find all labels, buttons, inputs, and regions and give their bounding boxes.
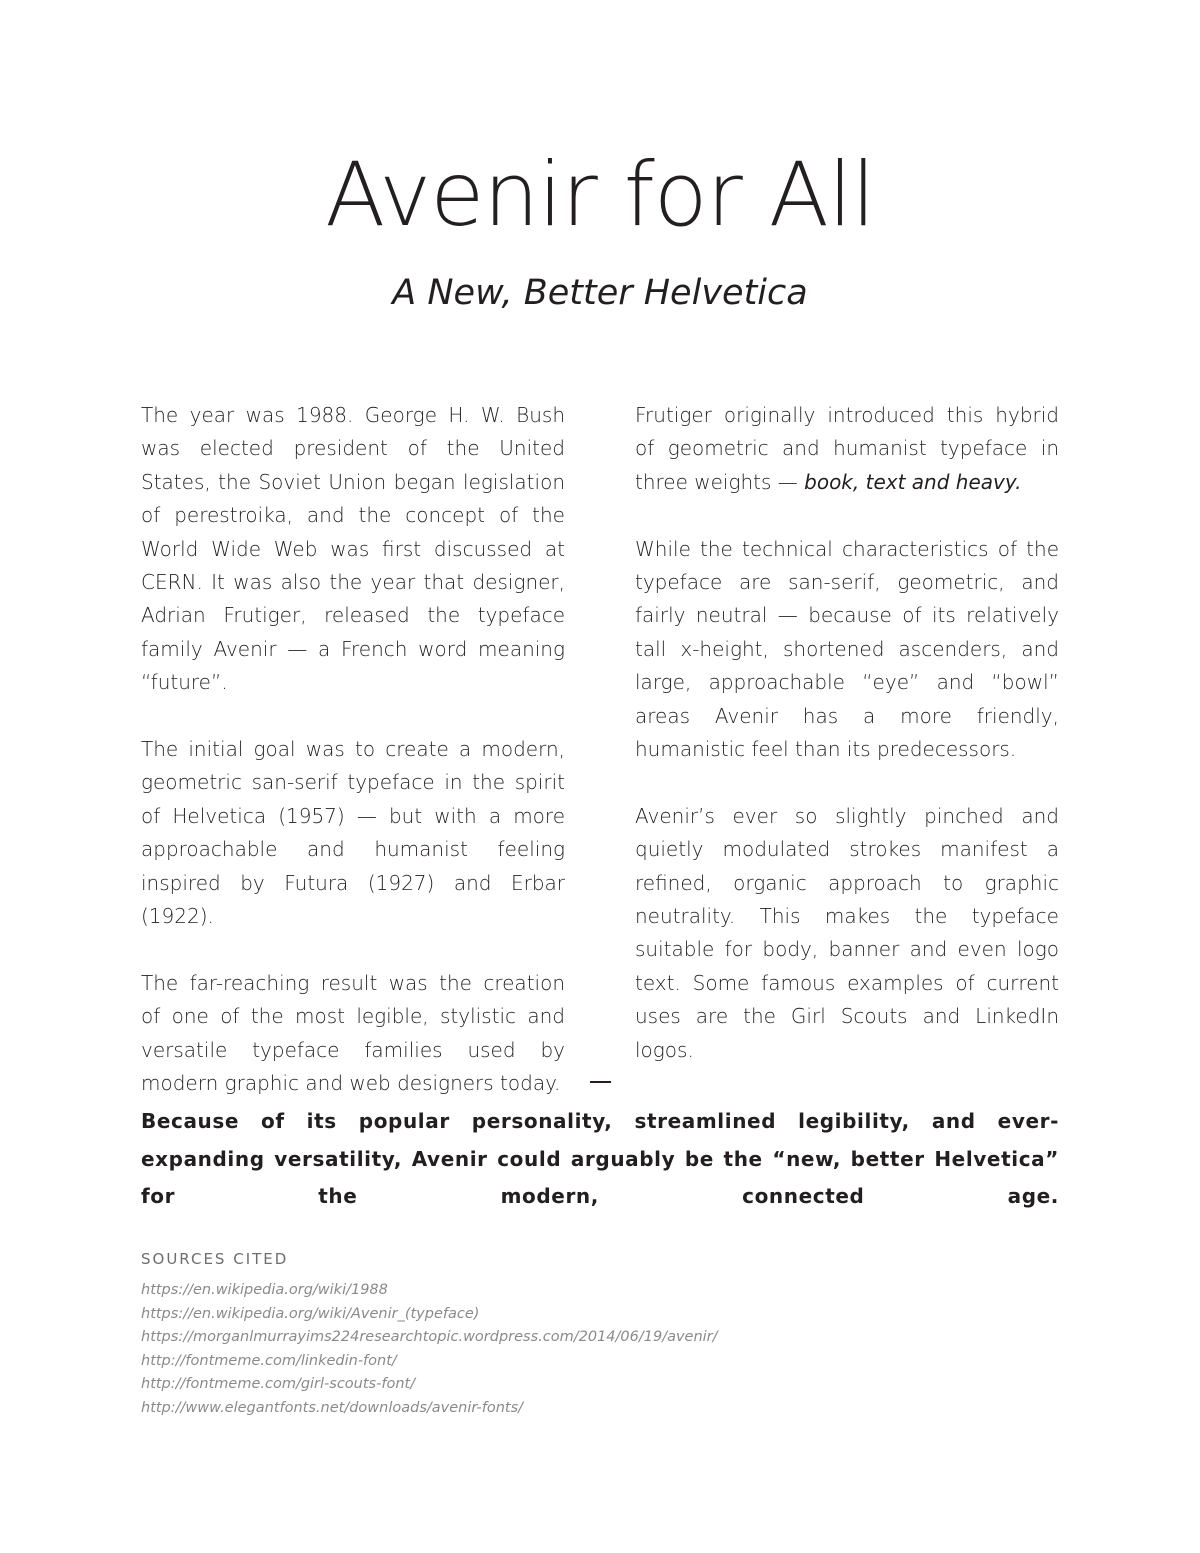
page-subtitle: A New, Better Helvetica <box>392 273 808 313</box>
section-divider <box>590 1081 611 1083</box>
paragraph: The far-reaching result was the creation of one of the most legible, stylistic and versatile typeface families used by modern graphic and web designers today. <box>141 970 565 1096</box>
paragraph-text: Frutiger originally introduced this hybrid of geometric and humanist typeface in three weights — <box>635 403 1059 494</box>
body-columns <box>141 399 1059 1101</box>
source-link[interactable]: http://www.elegantfonts.net/downloads/avenir-fonts/ <box>141 1399 524 1416</box>
source-link[interactable]: https://en.wikipedia.org/wiki/Avenir_(typeface) <box>141 1305 480 1322</box>
left-column <box>141 399 565 1101</box>
sources-heading: SOURCES CITED <box>141 1250 289 1268</box>
source-link[interactable]: https://morganlmurrayims224researchtopic.wordpress.com/2014/06/19/avenir/ <box>141 1329 718 1345</box>
paragraph: The initial goal was to create a modern, geometric san-serif typeface in the spirit of Helvetica (1957) — but with a more approachable and humanist feeling inspired by Futura (1927) and Erbar (1922). <box>141 737 565 929</box>
paragraph: The year was 1988. George H. W. Bush was elected president of the United States, the Soviet Union began legislation of perestroika, and the concept of the World Wide Web was first discussed at CERN. It was also the year that designer, Adrian Frutiger, released the typeface family Avenir — a French word meaning “future”. <box>141 403 565 695</box>
paragraph: Avenir’s ever so slightly pinched and quietly modulated strokes manifest a refined, organic approach to graphic neutrality. This makes the typeface suitable for body, banner and even logo text. Some famous examples of current uses are the Girl Scouts and LinkedIn logos. <box>635 803 1059 1062</box>
sources-list <box>141 1279 1059 1420</box>
page-title: Avenir for All <box>325 143 875 246</box>
source-link[interactable]: https://en.wikipedia.org/wiki/1988 <box>141 1282 388 1298</box>
source-link[interactable]: http://fontmeme.com/girl-scouts-font/ <box>141 1376 416 1392</box>
right-column <box>635 399 1059 1101</box>
source-link[interactable]: http://fontmeme.com/linkedin-font/ <box>141 1352 397 1369</box>
paragraph-emphasis: book, text and heavy. <box>804 469 1022 494</box>
conclusion-statement: Because of its popular personality, streamlined legibility, and ever-expanding versatility, Avenir could arguably be the “new, better Helvetica” for the modern, connected age. <box>141 1109 1059 1208</box>
paragraph <box>635 399 1059 499</box>
paragraph: While the technical characteristics of the typeface are san-serif, geometric, and fairly neutral — because of its relatively tall x-height, shortened ascenders, and large, approachable “eye” and “bowl” areas Avenir has a more friendly, humanistic feel than its predecessors. <box>635 536 1059 762</box>
sources-section <box>141 1248 1059 1420</box>
